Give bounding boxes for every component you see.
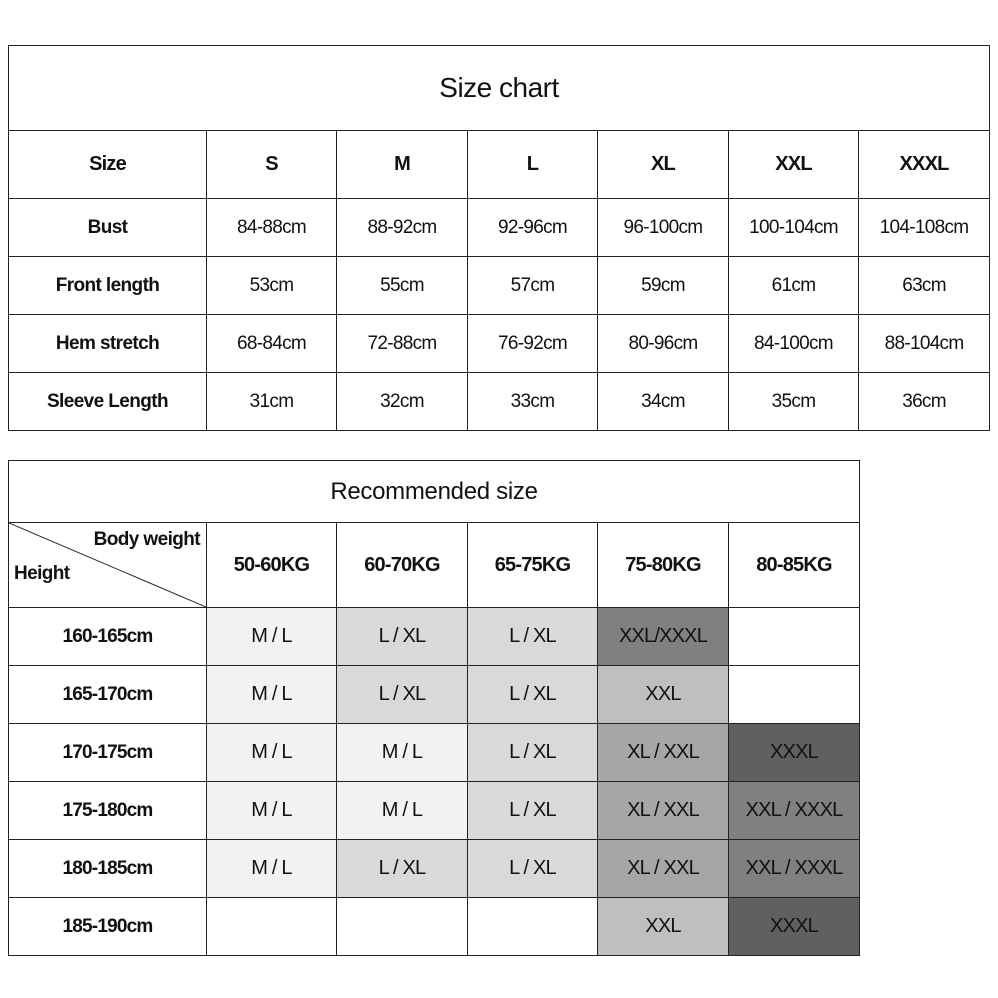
height-label: Height xyxy=(14,563,70,584)
recommended-cell: L / XL xyxy=(337,840,468,898)
body-weight-label: Body weight xyxy=(93,529,200,550)
recommended-cell: XXXL xyxy=(729,898,860,956)
recommended-cell: M / L xyxy=(207,608,337,666)
size-cell: 55cm xyxy=(337,257,468,315)
size-cell: 35cm xyxy=(729,373,859,431)
recommended-title: Recommended size xyxy=(9,461,860,523)
recommended-row xyxy=(9,666,860,724)
size-row xyxy=(9,373,990,431)
size-cell: 84-100cm xyxy=(729,315,859,373)
recommended-cell: L / XL xyxy=(468,840,598,898)
size-col-m: M xyxy=(337,131,468,199)
size-cell: 31cm xyxy=(207,373,337,431)
size-row xyxy=(9,315,990,373)
weight-col-5: 80-85KG xyxy=(729,523,860,608)
height-row-label: 180-185cm xyxy=(9,840,207,898)
height-row-label: 175-180cm xyxy=(9,782,207,840)
size-row-label: Front length xyxy=(9,257,207,315)
size-row-label: Hem stretch xyxy=(9,315,207,373)
size-cell: 76-92cm xyxy=(468,315,598,373)
recommended-cell xyxy=(207,898,337,956)
recommended-cell: L / XL xyxy=(468,608,598,666)
size-cell: 36cm xyxy=(859,373,990,431)
size-chart-title: Size chart xyxy=(9,46,990,131)
recommended-cell: M / L xyxy=(337,782,468,840)
size-col-s: S xyxy=(207,131,337,199)
size-cell: 57cm xyxy=(468,257,598,315)
recommended-cell xyxy=(729,666,860,724)
recommended-row xyxy=(9,608,860,666)
size-col-xxl: XXL xyxy=(729,131,859,199)
recommended-row xyxy=(9,724,860,782)
size-cell: 100-104cm xyxy=(729,199,859,257)
weight-col-2: 60-70KG xyxy=(337,523,468,608)
size-cell: 53cm xyxy=(207,257,337,315)
recommended-cell: XL / XXL xyxy=(598,724,729,782)
size-cell: 84-88cm xyxy=(207,199,337,257)
recommended-row xyxy=(9,898,860,956)
weight-col-3: 65-75KG xyxy=(468,523,598,608)
size-col-xl: XL xyxy=(598,131,729,199)
height-row-label: 160-165cm xyxy=(9,608,207,666)
corner-header-cell xyxy=(9,523,207,608)
size-cell: 32cm xyxy=(337,373,468,431)
recommended-cell xyxy=(337,898,468,956)
size-row xyxy=(9,257,990,315)
size-cell: 33cm xyxy=(468,373,598,431)
size-col-xxxl: XXXL xyxy=(859,131,990,199)
recommended-row xyxy=(9,782,860,840)
height-row-label: 185-190cm xyxy=(9,898,207,956)
recommended-cell: XXL / XXXL xyxy=(729,840,860,898)
size-cell: 88-104cm xyxy=(859,315,990,373)
recommended-cell: L / XL xyxy=(468,782,598,840)
size-cell: 80-96cm xyxy=(598,315,729,373)
recommended-cell: L / XL xyxy=(337,608,468,666)
size-cell: 72-88cm xyxy=(337,315,468,373)
recommended-row xyxy=(9,840,860,898)
recommended-cell: XXL / XXXL xyxy=(729,782,860,840)
height-row-label: 165-170cm xyxy=(9,666,207,724)
recommended-cell: M / L xyxy=(207,666,337,724)
size-col-l: L xyxy=(468,131,598,199)
recommended-cell: M / L xyxy=(207,724,337,782)
recommended-cell: L / XL xyxy=(337,666,468,724)
recommended-cell: L / XL xyxy=(468,724,598,782)
height-row-label: 170-175cm xyxy=(9,724,207,782)
size-cell: 59cm xyxy=(598,257,729,315)
recommended-cell: L / XL xyxy=(468,666,598,724)
size-chart-table xyxy=(8,45,990,431)
size-cell: 92-96cm xyxy=(468,199,598,257)
weight-col-4: 75-80KG xyxy=(598,523,729,608)
size-cell: 88-92cm xyxy=(337,199,468,257)
size-cell: 96-100cm xyxy=(598,199,729,257)
size-row xyxy=(9,199,990,257)
recommended-cell xyxy=(468,898,598,956)
size-cell: 34cm xyxy=(598,373,729,431)
size-row-label: Sleeve Length xyxy=(9,373,207,431)
size-cell: 63cm xyxy=(859,257,990,315)
size-cell: 68-84cm xyxy=(207,315,337,373)
weight-col-1: 50-60KG xyxy=(207,523,337,608)
recommended-cell: M / L xyxy=(207,840,337,898)
size-header-label: Size xyxy=(9,131,207,199)
recommended-cell: M / L xyxy=(207,782,337,840)
recommended-cell: XL / XXL xyxy=(598,782,729,840)
recommended-cell: XL / XXL xyxy=(598,840,729,898)
recommended-size-table xyxy=(8,460,860,956)
recommended-cell: XXL/XXXL xyxy=(598,608,729,666)
recommended-cell: M / L xyxy=(337,724,468,782)
size-cell: 61cm xyxy=(729,257,859,315)
size-row-label: Bust xyxy=(9,199,207,257)
recommended-cell: XXXL xyxy=(729,724,860,782)
recommended-cell: XXL xyxy=(598,666,729,724)
size-cell: 104-108cm xyxy=(859,199,990,257)
recommended-cell xyxy=(729,608,860,666)
recommended-cell: XXL xyxy=(598,898,729,956)
